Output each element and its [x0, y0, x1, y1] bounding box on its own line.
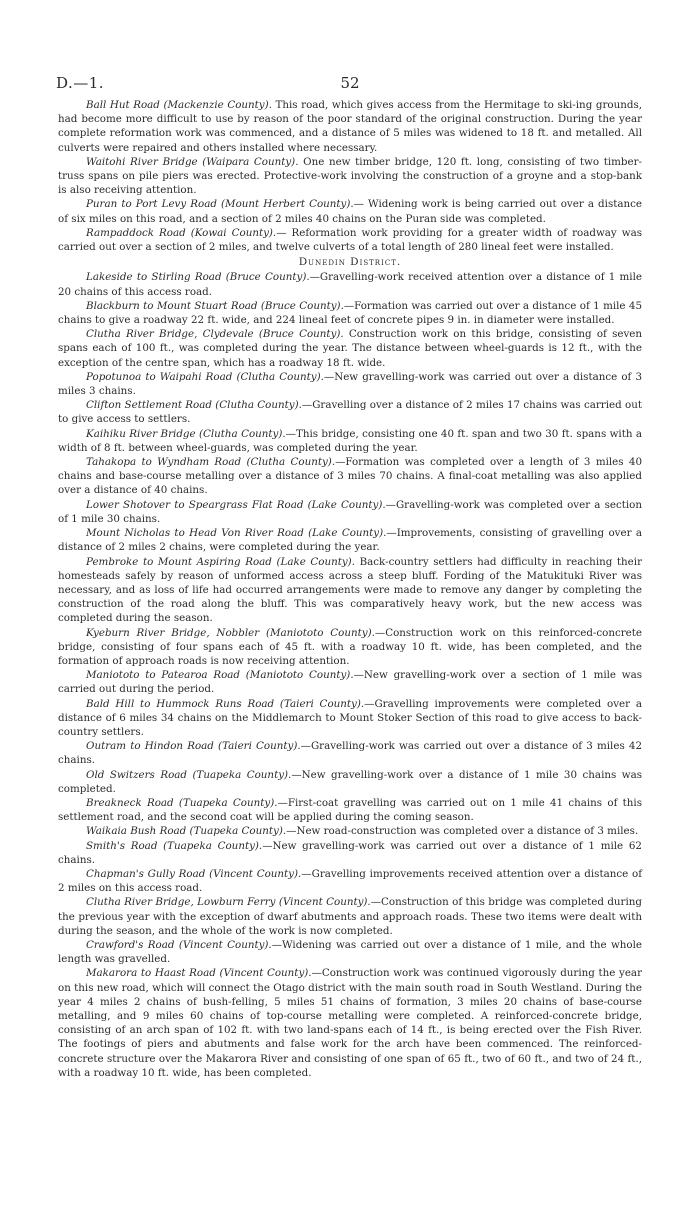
paragraph-heading: Kaihiku River Bridge (Clutha County). — [86, 427, 286, 440]
paragraph — [58, 197, 642, 225]
paragraph-heading: Tahakopa to Wyndham Road (Clutha County). — [86, 456, 336, 469]
paragraph-text: —Gravelling-work received attention over a distance of 1 mile 20 chains of this access road. — [58, 271, 642, 298]
paragraph-heading: Breakneck Road (Tuapeka County). — [86, 796, 278, 809]
paragraph — [58, 824, 642, 838]
paragraph-heading: Lakeside to Stirling Road (Bruce County). — [86, 271, 310, 284]
paragraph-heading: Clifton Settlement Road (Clutha County). — [86, 399, 302, 412]
paragraph-text: —Construction of this bridge was completed during the previous year with the exception of dwarf abutments and approach roads. These two items were dealt with during the season, and the whole of the work is now completed. — [58, 896, 642, 937]
paragraph-text: —Gravelling improvements received attention over a distance of 2 miles on this access road. — [58, 867, 643, 895]
paragraph — [58, 768, 642, 796]
paragraph-text: Construction work on this bridge, consisting of seven spans each of 100 ft., was completed during the year. The distance between wheel-guards is 12 ft., with the exception of the centre span, which has a roadway 18 ft. wide. — [58, 328, 643, 369]
paragraph — [58, 455, 642, 498]
paragraph — [58, 938, 642, 966]
paragraph — [58, 697, 642, 740]
paragraph — [58, 739, 642, 767]
paragraph-heading: Maniototo to Patearoa Road (Maniototo County). — [86, 669, 354, 682]
paragraph-heading: Kyeburn River Bridge, Nobbler (Maniototo County). — [86, 626, 375, 639]
document-reference: D.—1. — [56, 74, 105, 92]
paragraph-heading: Pembroke to Mount Aspiring Road (Lake County). — [86, 555, 355, 568]
paragraph-text: This road, which gives access from the Hermitage to ski-ing grounds, had become more difficult to use by reason of the poor standard of the original construction. During the year complete reformation work was commenced, and a distance of 5 miles was widened to 18 ft. and metalled. All culverts were repaired and others installed where necessary. — [58, 99, 642, 154]
paragraph-text: —Gravelling over a distance of 2 miles 17 chains was carried out to give access to settlers. — [58, 399, 642, 426]
paragraph-text: —New gravelling-work was carried out over a distance of 1 mile 62 chains. — [58, 839, 642, 866]
paragraph-heading: Smith's Road (Tuapeka County). — [86, 839, 263, 852]
paragraph — [58, 299, 642, 327]
paragraphs-after-section — [58, 270, 642, 1080]
paragraph-text: —Formation was completed over a length of 3 miles 40 chains and base-course metalling over a distance of 3 miles 70 chains. A final-coat metalling was also applied over a distance of 40 chains. — [58, 456, 642, 497]
paragraph-text: —Construction work on this reinforced-concrete bridge, consisting of four spans each of 45 ft. with a roadway 10 ft. wide, has been completed, and the formation of approach roads is now receiving attention. — [58, 626, 642, 667]
paragraph — [58, 226, 642, 254]
paragraph-text: —First-coat gravelling was carried out on 1 mile 41 chains of this settlement road, and the second coat will be applied during the coming season. — [58, 796, 643, 824]
paragraph — [58, 427, 642, 455]
paragraph — [58, 626, 642, 669]
paragraph-heading: Waikaia Bush Road (Tuapeka County). — [86, 825, 287, 838]
paragraph-text: —Widening was carried out over a distance of 1 mile, and the whole length was gravelled. — [58, 938, 642, 966]
paragraph-text: —Formation was carried out over a distance of 1 mile 45 chains to give a roadway 22 ft. wide, and 224 lineal feet of concrete pipes 9 in. in diameter were installed. — [58, 299, 642, 327]
paragraph-text: —Gravelling-work was carried out over a distance of 3 miles 42 chains. — [58, 740, 642, 767]
paragraph-text: —Gravelling improvements were completed over a distance of 6 miles 34 chains on the Middlemarch to Mount Stoker Section of this road to give access to back-country settlers. — [58, 697, 642, 738]
paragraph-text: Back-country settlers had difficulty in reaching their homesteads safely by reason of unformed access across a steep bluff. Fording of the Matukituki River was necessary, and as loss of life had occurred arrangements were made to remove any danger by completing the construction of the road along the bluff. This was comparatively heavy work, but the new access was completed during the season. — [58, 555, 642, 625]
paragraph-text: —This bridge, consisting one 40 ft. span and two 30 ft. spans with a width of 8 ft. between wheel-guards, was completed during the year. — [58, 427, 642, 454]
paragraph — [58, 796, 642, 824]
paragraph-text: —New road-construction was completed over a distance of 3 miles. — [286, 825, 639, 838]
paragraph — [58, 327, 642, 370]
paragraphs-before-section — [58, 98, 642, 254]
paragraph-text: One new timber bridge, 120 ft. long, consisting of two timber-truss spans on pile piers was erected. Protective-work involving the construction of a groyne and a stop-bank is also receiving attention. — [58, 155, 642, 197]
paragraph — [58, 867, 642, 895]
paragraph — [58, 155, 642, 198]
paragraph-heading: Bald Hill to Hummock Runs Road (Taieri County). — [86, 697, 365, 710]
paragraph — [58, 895, 642, 938]
paragraph — [58, 966, 642, 1080]
paragraph — [58, 270, 642, 298]
paragraph-heading: Waitohi River Bridge (Waipara County). — [86, 155, 299, 168]
paragraph-heading: Popotunoa to Waipahi Road (Clutha County). — [86, 370, 324, 383]
document-body — [58, 98, 642, 1080]
paragraph — [58, 526, 642, 554]
paragraph-heading: Lower Shotover to Speargrass Flat Road (Lake County). — [86, 498, 386, 511]
paragraph — [58, 555, 642, 626]
paragraph-text: —Gravelling-work was completed over a section of 1 mile 30 chains. — [58, 498, 642, 525]
paragraph-heading: Old Switzers Road (Tuapeka County). — [86, 768, 292, 781]
paragraph-heading: Ball Hut Road (Mackenzie County). — [86, 99, 272, 111]
paragraph-heading: Clutha River Bridge, Lowburn Ferry (Vincent County). — [86, 896, 371, 909]
paragraph-text: —New gravelling-work was carried out over a distance of 3 miles 3 chains. — [58, 370, 642, 398]
paragraph-text: —Improvements, consisting of gravelling over a distance of 2 miles 2 chains, were completed during the year. — [58, 527, 642, 554]
paragraph-heading: Rampaddock Road (Kowai County). — [86, 226, 277, 239]
paragraph — [58, 839, 642, 867]
paragraph — [58, 98, 642, 155]
paragraph-heading: Blackburn to Mount Stuart Road (Bruce County). — [86, 299, 344, 312]
page-number: 52 — [340, 74, 360, 92]
paragraph-heading: Mount Nicholas to Head Von River Road (Lake County). — [86, 527, 387, 540]
paragraph — [58, 398, 642, 426]
paragraph-heading: Outram to Hindon Road (Taieri County). — [86, 740, 301, 753]
paragraph-heading: Clutha River Bridge, Clydevale (Bruce County). — [86, 328, 344, 341]
paragraph — [58, 498, 642, 526]
section-heading: Dunedin District. — [298, 256, 402, 269]
paragraph-heading: Makarora to Haast Road (Vincent County). — [86, 967, 312, 980]
paragraph-text: — Widening work is being carried out over a distance of six miles on this road, and a section of 2 miles 40 chains on the Puran side was completed. — [58, 198, 642, 225]
paragraph-text: —New gravelling-work over a distance of 1 mile 30 chains was completed. — [58, 768, 643, 795]
paragraph-heading: Chapman's Gully Road (Vincent County). — [86, 867, 302, 880]
paragraph — [58, 668, 642, 696]
paragraph-heading: Crawford's Road (Vincent County). — [86, 938, 272, 951]
paragraph-text: — Reformation work providing for a greater width of roadway was carried out over a section of 2 miles, and twelve culverts of a total length of 280 lineal feet were installed. — [58, 226, 642, 254]
paragraph — [58, 370, 642, 398]
paragraph-text: —Construction work was continued vigorously during the year on this new road, which will connect the Otago district with the main south road in South Westland. During the year 4 miles 2 chains of bush-felling, 5 miles 51 chains of formation, 3 miles 20 chains of base-course metalling, and 9 miles 60 chains of top-course metalling were completed. A reinforced-concrete bridge, consisting of an arch span of 102 ft. with two land-spans each of 14 ft., is being erected over the Fish River. The footings of piers and abutments and false work for the arch have been commenced. The reinforced-concrete structure over the Makarora River and consisting of one span of 65 ft., two of 60 ft., and two of 24 ft., with a roadway 10 ft. wide, has been completed. — [58, 967, 642, 1079]
paragraph-text: —New gravelling-work over a section of 1 mile was carried out during the period. — [58, 669, 643, 696]
paragraph-heading: Puran to Port Levy Road (Mount Herbert County). — [86, 198, 354, 211]
